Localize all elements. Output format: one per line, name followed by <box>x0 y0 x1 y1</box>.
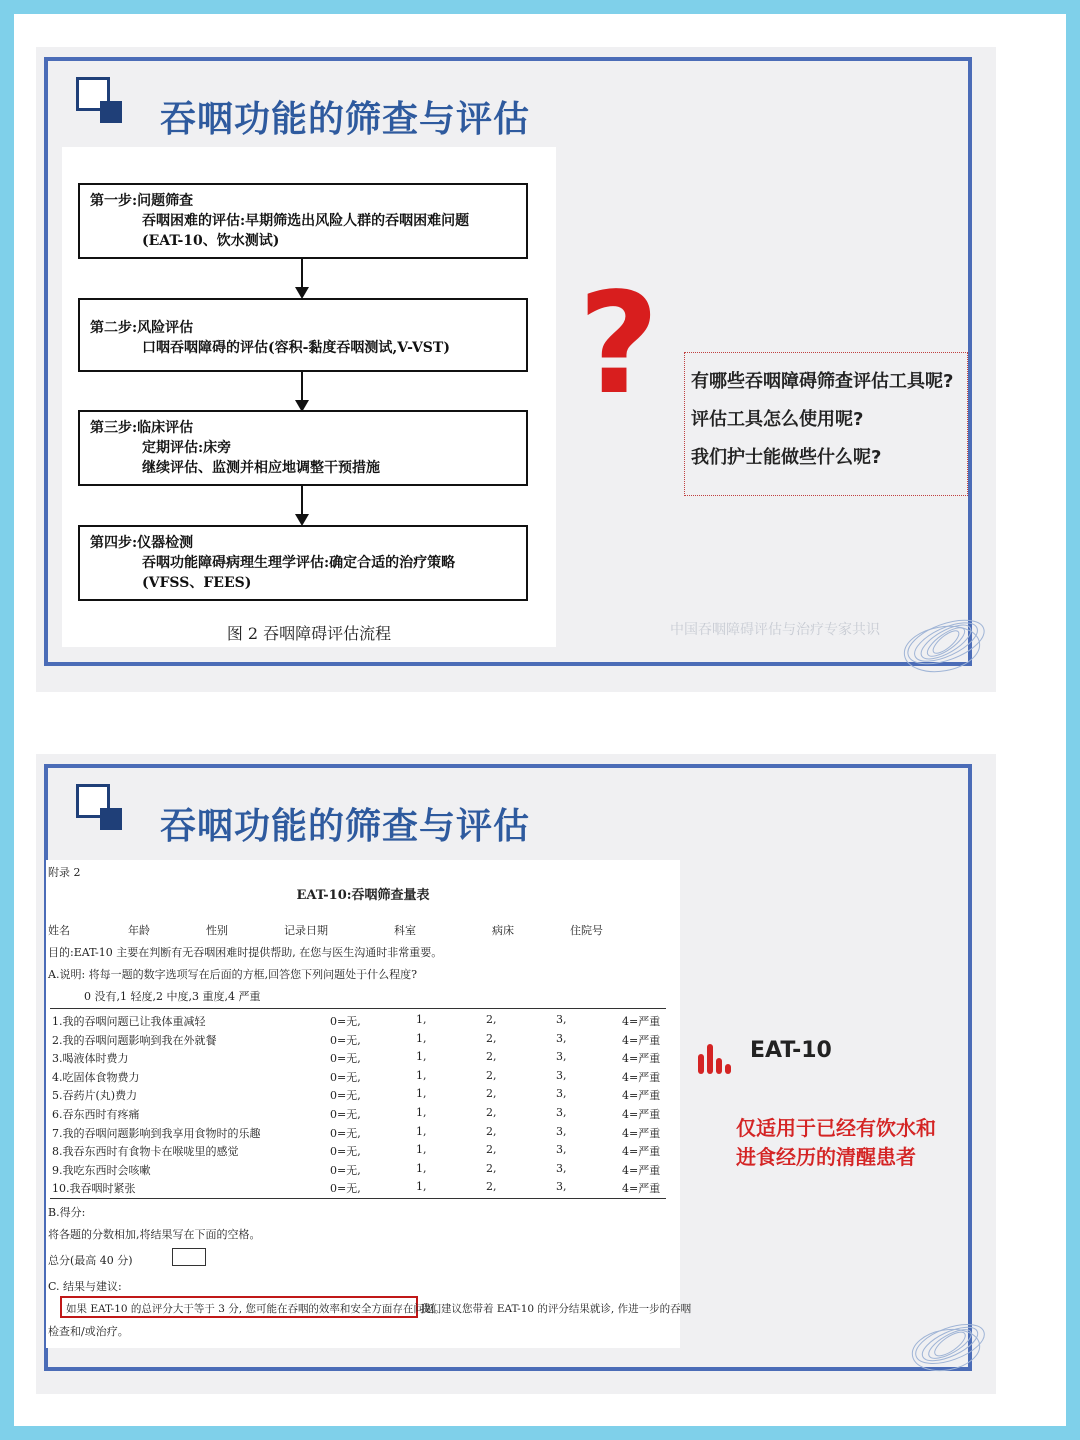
question-item: 我们护士能做些什么呢? <box>691 447 882 468</box>
bar-chart-icon <box>698 1040 732 1074</box>
field-label: 科室 <box>394 924 416 937</box>
question-item: 评估工具怎么使用呢? <box>691 409 864 430</box>
field-label: 性别 <box>206 924 228 937</box>
eat10-item-row <box>50 1162 666 1181</box>
step-line: 口咽吞咽障碍的评估(容积-黏度吞咽测试,V-VST) <box>142 340 450 356</box>
eat10-question: 9.我吃东西时会咳嗽 <box>52 1163 151 1177</box>
result-rest-text: 我们建议您带着 EAT-10 的评分结果就诊, 作进一步的吞咽 <box>420 1303 692 1315</box>
eat10-option: 0=无, <box>330 1052 361 1066</box>
note-line: 进食经历的清醒患者 <box>736 1145 916 1169</box>
total-score-box[interactable] <box>172 1248 206 1266</box>
eat10-option: 1, <box>416 1106 427 1119</box>
eat10-option: 3, <box>556 1161 567 1175</box>
eat10-option: 4=严重 <box>622 1182 661 1196</box>
eat10-option: 4=严重 <box>622 1145 661 1159</box>
step-title: 第二步:风险评估 <box>90 320 194 336</box>
eat10-item-row <box>50 1050 666 1069</box>
eat10-option: 4=严重 <box>622 1108 661 1121</box>
step-line: 吞咽功能障碍病理生理学评估:确定合适的治疗策略 <box>142 555 456 571</box>
eat10-item-row <box>50 1143 666 1162</box>
eat10-option: 1, <box>416 1161 427 1175</box>
arrow-down-icon <box>301 486 303 524</box>
eat10-option: 3, <box>556 1180 567 1194</box>
eat10-item-row <box>50 1013 666 1032</box>
result-end-text: 检查和/或治疗。 <box>48 1325 129 1338</box>
flowchart-figure <box>62 147 556 647</box>
eat10-option: 0=无, <box>330 1182 361 1196</box>
note-line: 仅适用于已经有饮水和 <box>736 1116 936 1140</box>
eat10-option: 3, <box>556 1031 567 1045</box>
eat10-question: 8.我吞东西时有食物卡在喉咙里的感觉 <box>52 1145 239 1159</box>
purpose-text: 目的:EAT-10 主要在判断有无吞咽困难时提供帮助, 在您与医生沟通时非常重要。 <box>48 946 443 959</box>
section-a-text: A.说明: 将每一题的数字选项写在后面的方框,回答您下列问题处于什么程度? <box>48 968 418 981</box>
eat10-question: 5.吞药片(丸)费力 <box>52 1089 138 1103</box>
form-title: EAT-10:吞咽筛查量表 <box>296 888 430 903</box>
slide-title: 吞咽功能的筛查与评估 <box>160 806 531 847</box>
flow-step-3 <box>78 410 528 486</box>
eat10-label: EAT-10 <box>750 1038 832 1063</box>
eat10-option: 0=无, <box>330 1126 361 1140</box>
eat10-question: 7.我的吞咽问题影响到我享用食物时的乐趣 <box>52 1126 261 1140</box>
field-label: 病床 <box>492 924 514 937</box>
eat10-option: 3, <box>556 1013 567 1026</box>
slide-title: 吞咽功能的筛查与评估 <box>160 99 531 140</box>
eat10-item-row <box>50 1125 666 1144</box>
eat10-option: 3, <box>556 1087 567 1101</box>
eat10-option: 2, <box>486 1106 497 1119</box>
step-title: 第一步:问题筛查 <box>90 193 194 209</box>
step-line: 吞咽困难的评估:早期筛选出风险人群的吞咽困难问题 <box>142 213 470 229</box>
step-title: 第四步:仪器检测 <box>90 535 194 551</box>
eat10-option: 3, <box>556 1050 567 1064</box>
field-label: 姓名 <box>48 924 70 937</box>
eat10-option: 2, <box>486 1180 497 1194</box>
eat10-form <box>46 860 692 1348</box>
eat10-option: 4=严重 <box>622 1070 661 1084</box>
slide-flowchart <box>36 47 996 692</box>
page <box>14 14 1066 1426</box>
eat10-option: 0=无, <box>330 1070 361 1084</box>
applicability-note <box>736 1114 936 1172</box>
slide-eat10 <box>36 754 996 1394</box>
swirl-decoration-icon <box>886 1294 986 1384</box>
eat10-item-row <box>50 1106 666 1125</box>
eat10-option: 2, <box>486 1050 497 1064</box>
eat10-option: 0=无, <box>330 1108 361 1121</box>
eat10-option: 0=无, <box>330 1015 361 1028</box>
section-b-label: B.得分: <box>48 1206 86 1219</box>
source-watermark: 中国吞咽障碍评估与治疗专家共识 <box>670 622 880 638</box>
flow-step-2 <box>78 298 528 372</box>
eat10-question: 4.吃固体食物费力 <box>52 1070 140 1084</box>
eat10-option: 1, <box>416 1143 427 1157</box>
section-c-label: C. 结果与建议: <box>48 1280 122 1293</box>
questions-box <box>684 352 968 496</box>
step-line: 定期评估:床旁 <box>142 440 232 456</box>
eat10-option: 0=无, <box>330 1089 361 1103</box>
eat10-option: 4=严重 <box>622 1089 661 1103</box>
eat10-option: 3, <box>556 1143 567 1157</box>
eat10-option: 4=严重 <box>622 1033 661 1047</box>
eat10-option: 1, <box>416 1068 427 1082</box>
eat10-option: 1, <box>416 1124 427 1138</box>
step-line: 继续评估、监测并相应地调整干预措施 <box>142 460 380 476</box>
eat10-option: 1, <box>416 1087 427 1101</box>
scale-text: 0 没有,1 轻度,2 中度,3 重度,4 严重 <box>84 990 261 1003</box>
eat10-option: 4=严重 <box>622 1015 661 1028</box>
flow-step-4 <box>78 525 528 601</box>
eat10-item-row <box>50 1032 666 1051</box>
total-score-label: 总分(最高 40 分) <box>48 1254 133 1267</box>
arrow-down-icon <box>301 372 303 410</box>
figure-caption: 图 2 吞咽障碍评估流程 <box>226 624 392 643</box>
arrow-down-icon <box>301 259 303 297</box>
logo-square-filled <box>100 808 122 830</box>
result-highlight-text: 如果 EAT-10 的总评分大于等于 3 分, 您可能在吞咽的效率和安全方面存在问题。 <box>66 1303 445 1315</box>
eat10-option: 0=无, <box>330 1145 361 1159</box>
eat10-question: 2.我的吞咽问题影响到我在外就餐 <box>52 1033 217 1047</box>
eat10-option: 1, <box>416 1050 427 1064</box>
eat10-option: 3, <box>556 1106 567 1119</box>
field-label: 年龄 <box>128 924 150 937</box>
field-label: 记录日期 <box>284 924 328 937</box>
eat10-option: 1, <box>416 1013 427 1026</box>
step-line: (VFSS、FEES) <box>142 575 252 591</box>
eat10-item-row <box>50 1180 666 1199</box>
eat10-question: 6.吞东西时有疼痛 <box>52 1108 140 1121</box>
step-title: 第三步:临床评估 <box>90 420 194 436</box>
eat10-item-row <box>50 1069 666 1088</box>
question-mark-icon: ? <box>578 263 660 426</box>
eat10-option: 2, <box>486 1143 497 1157</box>
table-rule-top <box>50 1008 666 1009</box>
eat10-item-row <box>50 1087 666 1106</box>
eat10-question: 10.我吞咽时紧张 <box>52 1182 136 1196</box>
eat10-option: 1, <box>416 1031 427 1045</box>
eat10-option: 2, <box>486 1068 497 1082</box>
eat10-option: 0=无, <box>330 1033 361 1047</box>
eat10-option: 2, <box>486 1031 497 1045</box>
appendix-label: 附录 2 <box>48 866 81 879</box>
eat10-option: 1, <box>416 1180 427 1194</box>
question-item: 有哪些吞咽障碍筛查评估工具呢? <box>691 371 954 392</box>
eat10-option: 4=严重 <box>622 1052 661 1066</box>
eat10-question: 1.我的吞咽问题已让我体重减轻 <box>52 1015 206 1028</box>
table-rule-bottom <box>50 1198 666 1199</box>
step-line: (EAT-10、饮水测试) <box>142 233 280 249</box>
logo-square-filled <box>100 101 122 123</box>
eat10-option: 2, <box>486 1161 497 1175</box>
section-b-text: 将各题的分数相加,将结果写在下面的空格。 <box>48 1228 261 1241</box>
eat10-option: 4=严重 <box>622 1163 661 1177</box>
eat10-option: 2, <box>486 1013 497 1026</box>
eat10-question: 3.喝液体时费力 <box>52 1052 129 1066</box>
eat10-option: 3, <box>556 1124 567 1138</box>
eat10-option: 4=严重 <box>622 1126 661 1140</box>
eat10-option: 3, <box>556 1068 567 1082</box>
flow-step-1 <box>78 183 528 259</box>
eat10-option: 2, <box>486 1124 497 1138</box>
field-label: 住院号 <box>570 924 603 937</box>
swirl-decoration-icon <box>876 587 986 687</box>
eat10-option: 0=无, <box>330 1163 361 1177</box>
eat10-option: 2, <box>486 1087 497 1101</box>
